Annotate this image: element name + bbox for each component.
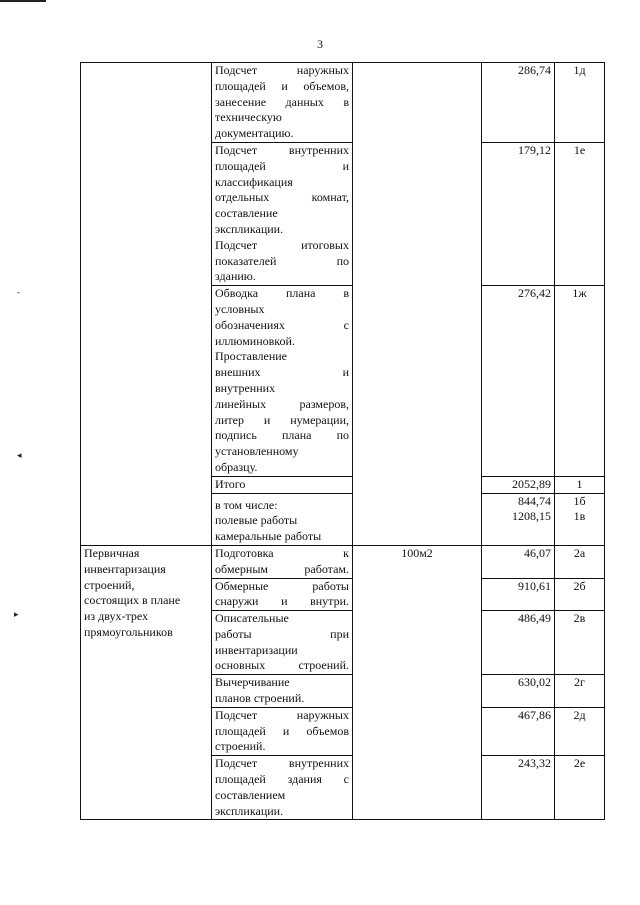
work-description: Подсчет внутренних площадей и классификация отдельных комнат, составление экспликации. Подсчет итоговых показателей по зданию. <box>212 142 353 285</box>
row-code: 2е <box>555 756 605 820</box>
cost-value: 276,42 <box>482 286 555 477</box>
table-row <box>81 63 605 143</box>
cost-value: 486,49 <box>482 611 555 675</box>
work-description: Подготовка к обмерным работам. <box>212 545 353 578</box>
row-code: 1д <box>555 63 605 143</box>
row-code: 2а <box>555 545 605 578</box>
work-description: Обмерные работы снаружи и внутри. <box>212 578 353 611</box>
breakdown-values: 844,74 1208,15 <box>482 493 555 545</box>
breakdown-codes: 1б 1в <box>555 493 605 545</box>
work-description: Описательные работы при инвентаризации основных строений. <box>212 611 353 675</box>
cost-value: 243,32 <box>482 756 555 820</box>
cost-value: 467,86 <box>482 707 555 755</box>
row-code: 2д <box>555 707 605 755</box>
cost-value: 46,07 <box>482 545 555 578</box>
unit-cell <box>353 63 482 546</box>
cost-value: 630,02 <box>482 675 555 708</box>
cost-value: 910,61 <box>482 578 555 611</box>
total-label: Итого <box>212 476 353 493</box>
table-row <box>81 545 605 578</box>
margin-mark: ▸ <box>14 609 19 619</box>
row-code: 2б <box>555 578 605 611</box>
cost-table <box>80 62 605 820</box>
object-description: Первичная инвентаризация строений, состоящих в плане из двух-трех прямоугольников <box>81 545 212 820</box>
total-value: 2052,89 <box>482 476 555 493</box>
margin-mark: - <box>17 287 20 297</box>
unit-cell: 100м2 <box>353 545 482 820</box>
work-description: Вычерчивание планов строений. <box>212 675 353 708</box>
work-description: Обводка плана в условных обозначениях с иллюминовкой. Проставление внешних и внутренних линейных размеров, литер и нумерации, подпись плана по установленному образцу. <box>212 286 353 477</box>
row-code: 2в <box>555 611 605 675</box>
work-description: Подсчет внутренних площадей здания с составлением экспликации. <box>212 756 353 820</box>
row-code: 1 <box>555 476 605 493</box>
margin-mark: ◂ <box>17 450 22 460</box>
page-number: 3 <box>317 37 323 51</box>
cost-value: 179,12 <box>482 142 555 285</box>
work-description: Подсчет наружных площадей и объемов, занесение данных в техническую документацию. <box>212 63 353 143</box>
breakdown-labels: в том числе: полевые работы камеральные работы <box>212 493 353 545</box>
work-description: Подсчет наружных площадей и объемов строений. <box>212 707 353 755</box>
row-code: 2г <box>555 675 605 708</box>
object-cell <box>81 63 212 546</box>
row-code: 1ж <box>555 286 605 477</box>
row-code: 1е <box>555 142 605 285</box>
cost-value: 286,74 <box>482 63 555 143</box>
corner-line <box>0 0 46 2</box>
